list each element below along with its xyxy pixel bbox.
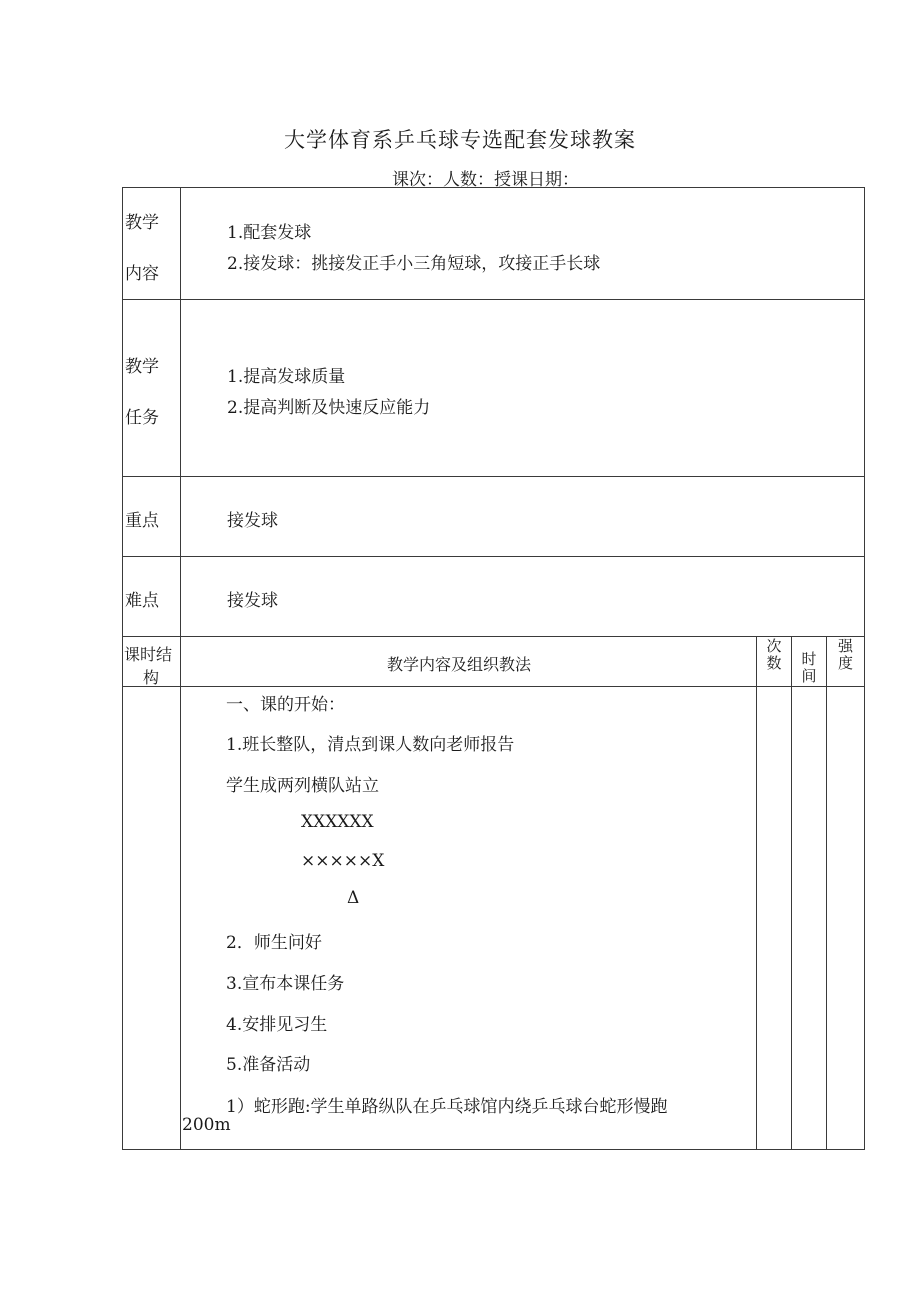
teaching-content-label-line2: 内容 xyxy=(125,264,159,284)
difficulty-label xyxy=(123,557,181,637)
teaching-content-item: 2.接发球：挑接发正手小三角短球，攻接正手长球 xyxy=(227,254,601,274)
key-point-text: 接发球 xyxy=(227,511,278,531)
teaching-task-label-line2: 任务 xyxy=(125,408,159,428)
process-line: 3.宣布本课任务 xyxy=(226,974,345,994)
difficulty-row xyxy=(123,557,865,637)
teaching-content-label-line1: 教学 xyxy=(125,213,159,233)
intensity-header xyxy=(827,637,865,687)
process-line: 200m xyxy=(182,1115,231,1135)
process-line: 2．师生问好 xyxy=(226,933,322,953)
content-method-header-text: 教学内容及组织教法 xyxy=(387,655,532,674)
class-info-line: 课次：人数：授课日期： xyxy=(392,170,579,190)
intensity-header-char: 度 xyxy=(837,654,853,672)
teaching-task-label-line1: 教学 xyxy=(125,357,159,377)
process-line: 5.准备活动 xyxy=(226,1055,311,1075)
teaching-task-cell xyxy=(181,300,865,477)
lesson-plan-table xyxy=(122,187,865,1150)
teaching-content-item: 1.配套发球 xyxy=(227,223,312,243)
difficulty-label-text: 难点 xyxy=(125,591,159,611)
process-header-row xyxy=(123,637,865,687)
teaching-task-label xyxy=(123,300,181,477)
teaching-content-cell xyxy=(181,188,865,300)
duration-header-char: 间 xyxy=(801,667,817,685)
process-line: 4.安排见习生 xyxy=(226,1015,328,1035)
page-title: 大学体育系乒乓球专选配套发球教案 xyxy=(284,128,636,152)
content-method-header xyxy=(181,637,757,687)
formation-row-1: XXXXXX xyxy=(301,812,374,832)
teaching-content-label xyxy=(123,188,181,300)
intensity-cell xyxy=(827,687,865,1150)
structure-header-line1: 课时结 xyxy=(124,645,173,664)
process-line: 学生成两列横队站立 xyxy=(226,776,379,796)
key-point-label-text: 重点 xyxy=(125,511,159,531)
teacher-position-marker: Δ xyxy=(347,888,360,908)
process-body-row xyxy=(123,687,865,1150)
duration-header-char: 时 xyxy=(801,650,817,668)
structure-cell xyxy=(123,687,181,1150)
difficulty-text: 接发球 xyxy=(227,591,278,611)
teaching-content-row xyxy=(123,188,865,300)
formation-row-2: ×××××X xyxy=(301,851,385,871)
structure-header-line2: 构 xyxy=(143,668,160,687)
intensity-header-char: 强 xyxy=(837,637,853,655)
teaching-task-row xyxy=(123,300,865,477)
structure-header xyxy=(123,637,181,687)
duration-header xyxy=(792,637,827,687)
process-content-cell xyxy=(181,687,757,1150)
key-point-label xyxy=(123,477,181,557)
key-point-cell xyxy=(181,477,865,557)
times-header-char: 数 xyxy=(766,654,782,672)
process-line: 1）蛇形跑:学生单路纵队在乒乓球馆内绕乒乓球台蛇形慢跑 xyxy=(226,1097,668,1117)
process-line: 1.班长整队，清点到课人数向老师报告 xyxy=(226,735,515,755)
times-header-char: 次 xyxy=(766,637,782,655)
duration-cell xyxy=(792,687,827,1150)
teaching-task-item: 2.提高判断及快速反应能力 xyxy=(227,398,431,418)
key-point-row xyxy=(123,477,865,557)
teaching-task-item: 1.提高发球质量 xyxy=(227,367,346,387)
process-line: 一、课的开始： xyxy=(226,695,345,715)
times-header xyxy=(757,637,792,687)
difficulty-cell xyxy=(181,557,865,637)
times-cell xyxy=(757,687,792,1150)
